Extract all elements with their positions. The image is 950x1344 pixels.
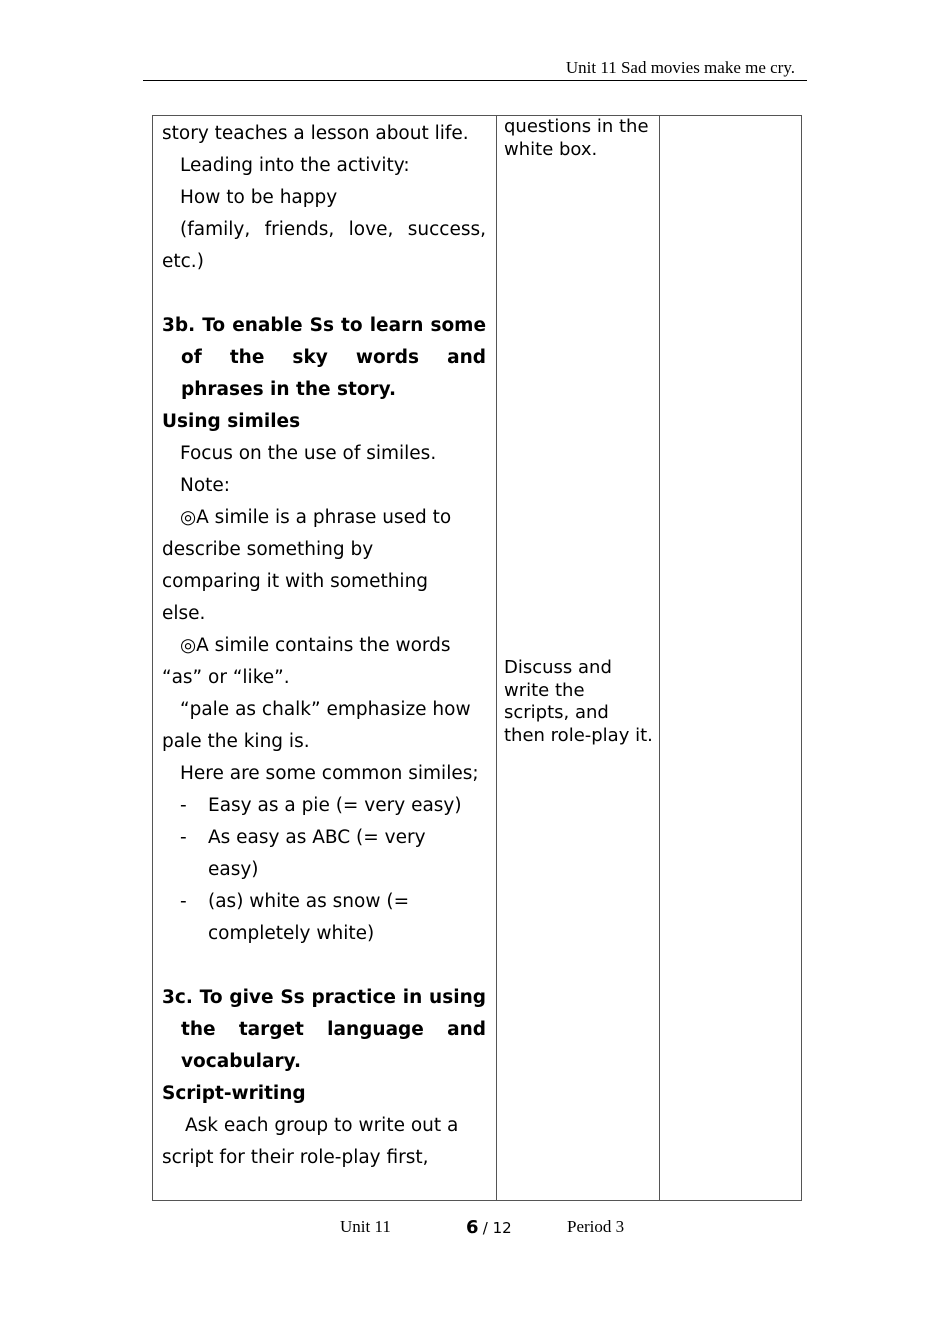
section-3b-heading: 3b. To enable Ss to learn some of the sky words and phrases in the story. (162, 315, 486, 400)
column-divider (659, 116, 660, 1200)
student-activity-text: Discuss and write the scripts, and then role-play it. (504, 657, 653, 746)
text-line: Here are some common similes; (180, 763, 479, 784)
page-number: 6 / 12 (466, 1217, 512, 1238)
text-line: ◎A simile is a phrase used to describe something by comparing it with something else. (162, 507, 452, 624)
column-divider (496, 116, 497, 1200)
text-line: (family, friends, love, success, etc.) (162, 219, 486, 272)
page-footer (0, 1215, 950, 1241)
list-item: - (as) white as snow (= completely white) (180, 891, 410, 944)
page-header-title: Unit 11 Sad movies make me cry. (565, 58, 795, 77)
footer-period: Period 3 (567, 1217, 625, 1236)
text-line: “pale as chalk” emphasize how pale the king is. (162, 699, 471, 752)
lesson-plan-table (152, 115, 802, 1201)
text-line: story teaches a lesson about life. (162, 123, 469, 144)
text-line: Focus on the use of similes. (180, 443, 437, 464)
text-line: Ask each group to write out a script for their role-play first, (162, 1115, 459, 1168)
text-line: ◎A simile contains the words “as” or “like”. (162, 635, 451, 688)
section-3b-subheading: Using similes (162, 411, 301, 432)
student-activity-text: questions in the white box. (504, 116, 649, 160)
teaching-procedure-column (162, 118, 486, 1174)
text-line: Note: (180, 475, 231, 496)
header-rule (143, 80, 807, 81)
list-item: - Easy as a pie (= very easy) (180, 795, 462, 816)
text-line: How to be happy (180, 187, 338, 208)
section-3c-heading: 3c. To give Ss practice in using the target language and vocabulary. (162, 987, 486, 1072)
section-3c-subheading: Script-writing (162, 1083, 306, 1104)
footer-unit: Unit 11 (340, 1217, 391, 1236)
text-line: Leading into the activity: (180, 155, 410, 176)
list-item: - As easy as ABC (= very easy) (180, 827, 426, 880)
